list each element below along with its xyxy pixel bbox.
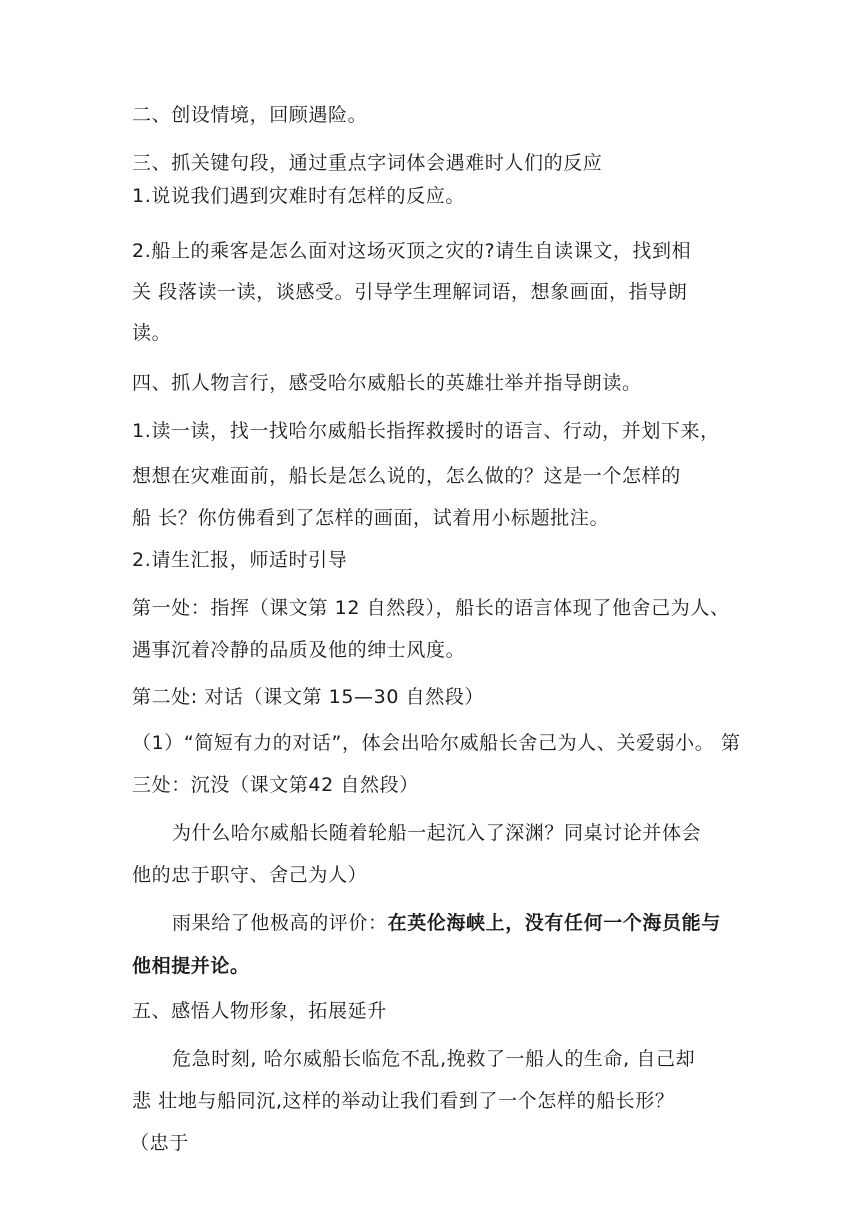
section-4-item-2: 2.请生汇报，师适时引导: [132, 549, 348, 571]
hugo-evaluation-prefix: 雨果给了他极高的评价：: [172, 912, 388, 934]
second-place: 第二处: 对话（课文第 15—30 自然段）: [132, 686, 485, 708]
section-4-item-1-line-3: 船 长？你仿佛看到了怎样的画面，试着用小标题批注。: [132, 507, 610, 529]
section-3-item-1: 1.说说我们遇到灾难时有怎样的反应。: [132, 185, 465, 207]
section-5-heading: 五、感悟人物形象，拓展延升: [132, 1000, 387, 1022]
section-3-item-2-line-3: 读。: [132, 322, 172, 344]
why-line-1: 为什么哈尔威船长随着轮船一起沉入了深渊？同桌讨论并体会: [172, 822, 702, 844]
section-3-item-2-line-2: 关 段落读一读，谈感受。引导学生理解词语，想象画面，指导朗: [132, 281, 688, 303]
crisis-line-3: （忠于: [130, 1132, 189, 1154]
dialog-line-1: （1）“简短有力的对话”，体会出哈尔威船长舍己为人、关爱弱小。 第: [132, 732, 741, 754]
crisis-line-2: 悲 壮地与船同沉,这样的举动让我们看到了一个怎样的船长形？: [132, 1090, 675, 1112]
section-4-heading: 四、抓人物言行，感受哈尔威船长的英雄壮举并指导朗读。: [132, 372, 642, 394]
first-place-line-1: 第一处：指挥（课文第 12 自然段），船长的语言体现了他舍己为人、: [132, 597, 730, 619]
hugo-evaluation-line-1: [172, 912, 742, 934]
section-2-heading: 二、创设情境，回顾遇险。: [132, 104, 368, 126]
hugo-quote-part-2: 他相提并论。: [132, 955, 250, 977]
section-3-heading: 三、抓关键句段，通过重点字词体会遇难时人们的反应: [132, 152, 603, 174]
hugo-quote-part-1: 在英伦海峡上，没有任何一个海员能与: [387, 912, 721, 934]
section-3-item-2-line-1: 2.船上的乘客是怎么面对这场灭顶之灾的?请生自读课文，找到相: [132, 240, 692, 262]
first-place-line-2: 遇事沉着冷静的品质及他的绅士风度。: [132, 639, 466, 661]
section-4-item-1-line-1: 1.读一读，找一找哈尔威船长指挥救援时的语言、行动，并划下来，: [132, 420, 720, 442]
section-4-item-1-line-2: 想想在灾难面前，船长是怎么说的，怎么做的？这是一个怎样的: [132, 465, 681, 487]
why-line-2: 他的忠于职守、舍己为人）: [132, 864, 368, 886]
third-place: 三处：沉没（课文第42 自然段）: [132, 774, 419, 796]
crisis-line-1: 危急时刻, 哈尔威船长临危不乱,挽救了一船人的生命, 自己却: [172, 1048, 696, 1070]
